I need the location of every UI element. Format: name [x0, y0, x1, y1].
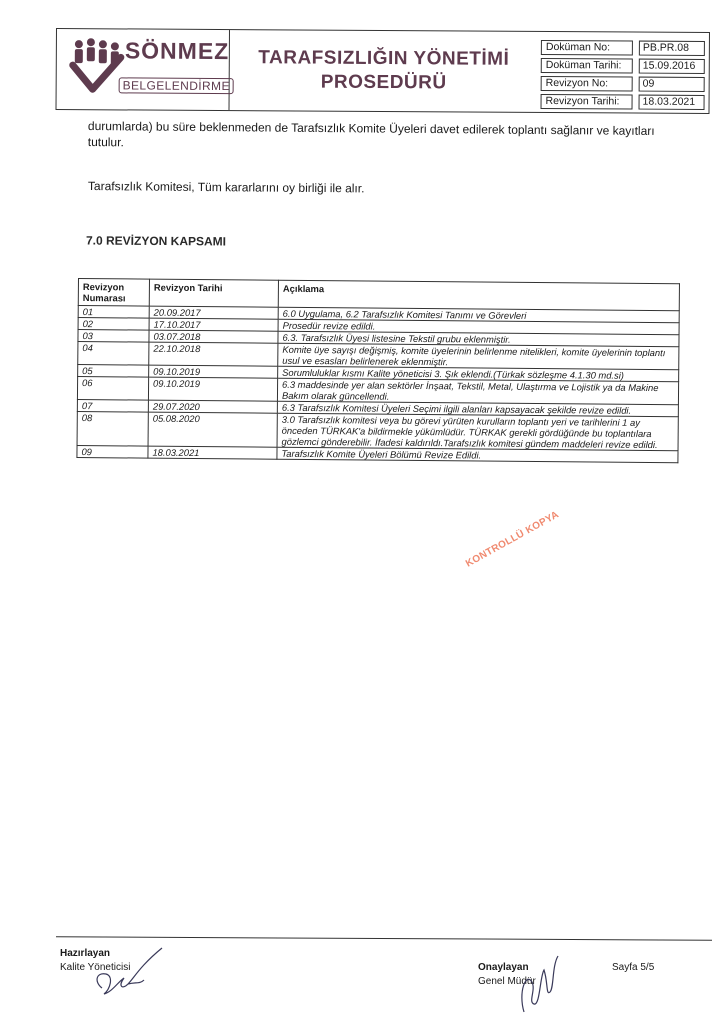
revision-table	[76, 278, 680, 463]
revision-date: 22.10.2018	[149, 342, 278, 366]
revision-date: 18.03.2021	[148, 446, 277, 459]
revision-date: 03.07.2018	[149, 330, 278, 343]
logo-subtitle: BELGELENDİRME	[119, 77, 234, 94]
revision-description: Tarafsızlık Komite Üyeleri Bölümü Revize Edildi.	[277, 447, 678, 462]
revision-description: 6.3 Tarafsızlık Komitesi Üyeleri Seçimi ilgili alanları kapsayacak şekilde revize edildi.	[277, 401, 678, 416]
revision-date: 20.09.2017	[149, 306, 278, 319]
revision-description: Prosedür revize edildi.	[278, 319, 679, 334]
meta-value: PB.PR.08	[639, 41, 705, 56]
document-meta-table	[540, 40, 704, 113]
meta-label: Revizyon Tarihi:	[541, 94, 633, 110]
footer-divider	[56, 936, 712, 940]
paragraph-continuation	[88, 118, 688, 155]
meta-row	[541, 76, 705, 93]
company-logo	[57, 29, 230, 110]
revision-date: 05.08.2020	[148, 412, 277, 447]
revision-number: 07	[77, 399, 148, 412]
page-number: Sayfa 5/5	[612, 962, 655, 973]
meta-row	[541, 40, 705, 57]
revision-description: 6.3 maddesinde yer alan sektörler İnşaat, Tekstil, Metal, Ulaştırma ve Lojistik ya da Makine Bakım olarak güncellendi.	[277, 378, 678, 404]
document-header	[55, 28, 709, 114]
paragraph-line: durumlarda) bu süre beklenmeden de Tarafsızlık Komite Üyeleri davet edilerek toplantı sağlanır ve kayıtları	[87, 118, 655, 138]
revision-date: 17.10.2017	[149, 318, 278, 331]
title-line-1: TARAFSIZLIĞIN YÖNETİMİ	[258, 47, 510, 70]
column-header: Açıklama	[278, 280, 679, 310]
prepared-by-title: Hazırlayan	[60, 948, 111, 959]
revision-number: 02	[78, 318, 149, 331]
revision-description: Sorumluluklar kısmı Kalite yöneticisi 3. Şık eklendi.(Türkak sözleşme 4.1.30 md.si)	[278, 366, 679, 381]
table-row	[77, 411, 678, 450]
meta-value: 15.09.2016	[639, 59, 705, 74]
revision-number: 03	[78, 330, 149, 343]
title-line-2: PROSEDÜRÜ	[320, 71, 447, 94]
revision-number: 05	[78, 365, 149, 378]
revision-number: 08	[77, 411, 148, 446]
paragraph-decision: Tarafsızlık Komitesi, Tüm kararlarını oy birliği ile alır.	[87, 178, 365, 196]
approved-by-role: Genel Müdür	[478, 976, 536, 987]
revision-number: 06	[77, 377, 148, 401]
revision-date: 29.07.2020	[148, 400, 277, 413]
meta-value: 09	[639, 77, 705, 92]
approved-by-title: Onaylayan	[478, 962, 529, 973]
prepared-by-role: Kalite Yöneticisi	[60, 962, 131, 973]
column-header: Revizyon Numarası	[78, 279, 149, 307]
revision-date: 09.10.2019	[148, 377, 277, 401]
document-title	[229, 30, 539, 112]
signature-prepared	[88, 942, 168, 1002]
revision-date: 09.10.2019	[149, 365, 278, 378]
meta-row	[541, 94, 705, 111]
meta-row	[541, 58, 705, 75]
column-header: Revizyon Tarihi	[149, 279, 278, 307]
meta-value: 18.03.2021	[639, 95, 705, 110]
meta-label: Doküman No:	[541, 40, 633, 56]
signature-approved	[514, 952, 564, 1022]
logo-wordmark: SÖNMEZ	[124, 37, 230, 65]
paragraph-line: tutulur.	[87, 134, 124, 150]
meta-label: Revizyon No:	[541, 76, 633, 92]
revision-number: 09	[77, 445, 148, 458]
revision-number: 01	[78, 306, 149, 319]
people-logo-icon	[69, 37, 125, 97]
revision-description: Komite üye sayışı değişmiş, komite üyelerinin belirlenme nitelikleri, komite üyelerinin toplantı usul ve esasları belirlenerek eklenmiştir.	[278, 343, 679, 369]
revision-description: 6.0 Uygulama, 6.2 Tarafsızlık Komitesi Tanımı ve Görevleri	[278, 307, 679, 322]
meta-label: Doküman Tarihi:	[541, 58, 633, 74]
revision-number: 04	[78, 342, 149, 366]
revision-description: 3.0 Tarafsızlık komitesi veya bu görevi yürüten kurulların toplantı yeri ve tarihlerini 1 ay önceden TÜRKAK'a bildirmekle yükümlüdür. TÜRKAK gerekli gördüğünde bu toplantılara gözlemci gönderebilir. İfadesi kaldırıldı.Tarafsızlık komitesi gündem maddeleri revize edildi.	[277, 413, 678, 450]
revision-description: 6.3. Tarafsızlık Üyesi listesine Tekstil grubu eklenmiştir.	[278, 331, 679, 346]
controlled-copy-stamp: KONTROLLÜ KOPYA	[464, 509, 561, 570]
section-heading: 7.0 REVİZYON KAPSAMI	[85, 233, 227, 249]
